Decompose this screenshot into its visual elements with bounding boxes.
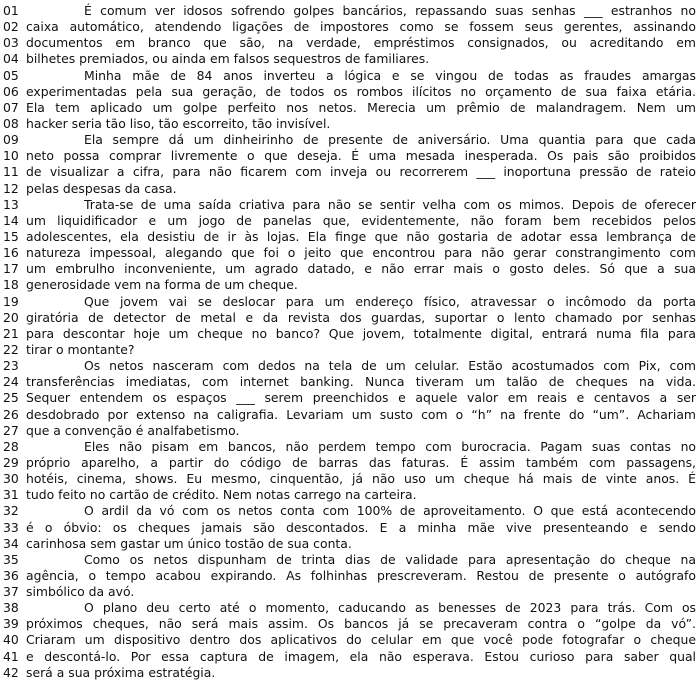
text-line	[3, 358, 696, 374]
text-line	[3, 100, 696, 116]
line-number: 24	[3, 374, 19, 390]
line-number: 19	[3, 293, 19, 309]
line-number: 13	[3, 196, 19, 212]
line-text: O ardil da vó com os netos conta com 100% de aproveitamento. O que está acontecendo	[84, 503, 696, 519]
line-number: 09	[3, 132, 19, 148]
line-text: natureza impessoal, alegando que foi o jeito que encontrou para não gerar constrangimento com	[26, 245, 696, 261]
text-line	[3, 665, 696, 681]
text-line	[3, 197, 696, 213]
text-line	[3, 649, 696, 665]
line-number: 29	[3, 454, 19, 470]
text-line	[3, 503, 696, 519]
line-text: pelas despesas da casa.	[26, 180, 177, 196]
line-text: de visualizar a cifra, para não ficarem com inveja ou recorrerem ___ inoportuna pressão de rateio	[26, 164, 696, 180]
text-line	[3, 229, 696, 245]
text-line	[3, 245, 696, 261]
line-number: 31	[3, 487, 19, 503]
line-text: hotéis, cinema, shows. Eu mesmo, cinquentão, já não uso um cheque há mais de vinte anos. É	[26, 471, 696, 487]
text-line	[3, 116, 696, 132]
text-line	[3, 455, 696, 471]
line-number: 03	[3, 35, 19, 51]
line-text: Trata-se de uma saída criativa para não se sentir velha com os mimos. Depois de oferecer	[84, 196, 696, 212]
line-number: 07	[3, 99, 19, 115]
text-line	[3, 35, 696, 51]
text-line	[3, 616, 696, 632]
text-line	[3, 51, 696, 67]
text-line	[3, 294, 696, 310]
text-line	[3, 552, 696, 568]
text-line	[3, 164, 696, 180]
line-number: 16	[3, 245, 19, 261]
line-text: um liquidificador e um jogo de panelas que, evidentemente, não foram bem recebidos pelos	[26, 212, 696, 228]
line-number: 35	[3, 551, 19, 567]
line-text: próximos cheques, não será mais assim. Os bancos já se precaveram contra o “golpe da vó”.	[26, 616, 696, 632]
line-number: 02	[3, 19, 19, 35]
line-number: 21	[3, 325, 19, 341]
line-text: tirar o montante?	[26, 341, 135, 357]
text-line	[3, 310, 696, 326]
line-number: 14	[3, 212, 19, 228]
line-text: Ela tem aplicado um golpe perfeito nos netos. Merecia um prêmio de malandragem. Nem um	[26, 99, 696, 115]
line-text: Os netos nasceram com dedos na tela de um celular. Estão acostumados com Pix, com	[84, 358, 696, 374]
line-text: desdobrado por extenso na caligrafia. Levariam um susto com o “h” na frente do “um”. Achariam	[26, 406, 696, 422]
line-number: 01	[3, 3, 19, 18]
line-text: Que jovem vai se deslocar para um endereço físico, atravessar o incômodo da porta	[84, 293, 696, 309]
line-text: é o óbvio: os cheques jamais são descontados. E a minha mãe vive presenteando e sendo	[26, 519, 696, 535]
line-text: e descontá-lo. Por essa captura de imagem, ela não esperava. Estou curioso para saber qual	[26, 648, 696, 664]
line-number: 18	[3, 277, 19, 293]
line-text: O plano deu certo até o momento, caducando as benesses de 2023 para trás. Com os	[84, 600, 696, 616]
line-number: 38	[3, 600, 19, 616]
line-number: 20	[3, 309, 19, 325]
line-text: giratória de detector de metal e da revista dos guardas, suportar o lento chamado por senhas	[26, 309, 696, 325]
line-text: É comum ver idosos sofrendo golpes bancários, repassando suas senhas ___ estranhos no	[84, 3, 696, 18]
line-number: 25	[3, 390, 19, 406]
text-line	[3, 423, 696, 439]
line-text: será a sua próxima estratégia.	[26, 664, 216, 680]
line-text: tudo feito no cartão de crédito. Nem notas carrego na carteira.	[26, 487, 417, 503]
line-text: transferências imediatas, com internet banking. Nunca tiveram um talão de cheques na vida.	[26, 374, 696, 390]
line-number: 36	[3, 567, 19, 583]
text-line	[3, 19, 696, 35]
line-text: experimentadas pela sua geração, de todos os rombos ilícitos no orçamento de sua faixa etária.	[26, 83, 696, 99]
line-number: 34	[3, 535, 19, 551]
text-line	[3, 374, 696, 390]
line-number: 15	[3, 228, 19, 244]
text-line	[3, 277, 696, 293]
line-number: 10	[3, 148, 19, 164]
text-line	[3, 536, 696, 552]
text-line	[3, 342, 696, 358]
line-text: adolescentes, ela desistiu de ir às lojas. Ela finge que não gostaria de adotar essa lembrança de	[26, 228, 696, 244]
document-text	[3, 3, 696, 681]
text-line	[3, 326, 696, 342]
text-line	[3, 261, 696, 277]
line-number: 08	[3, 115, 19, 131]
line-number: 27	[3, 422, 19, 438]
text-line	[3, 487, 696, 503]
line-number: 37	[3, 584, 19, 600]
text-line	[3, 632, 696, 648]
line-text: generosidade vem na forma de um cheque.	[26, 277, 298, 293]
text-line	[3, 148, 696, 164]
text-line	[3, 132, 696, 148]
line-number: 06	[3, 83, 19, 99]
text-line	[3, 390, 696, 406]
line-number: 42	[3, 664, 19, 680]
line-number: 30	[3, 471, 19, 487]
line-number: 28	[3, 438, 19, 454]
line-text: próprio aparelho, a partir do código de barras das faturas. É assim também com passagens,	[26, 454, 696, 470]
line-text: bilhetes premiados, ou ainda em falsos sequestros de familiares.	[26, 51, 430, 67]
line-number: 11	[3, 164, 19, 180]
line-number: 04	[3, 51, 19, 67]
line-number: 32	[3, 503, 19, 519]
text-line	[3, 439, 696, 455]
line-number: 39	[3, 616, 19, 632]
line-text: Como os netos dispunham de trinta dias de validade para apresentação do cheque na	[84, 551, 696, 567]
line-text: que a convenção é analfabetismo.	[26, 422, 240, 438]
line-number: 33	[3, 519, 19, 535]
text-line	[3, 68, 696, 84]
line-text: caixa automático, atendendo ligações de impostores como se fossem seus gerentes, assinando	[26, 19, 696, 35]
line-number: 23	[3, 358, 19, 374]
line-text: Sequer entendem os espaços ___ serem preenchidos e aquele valor em reais e centavos a ser	[26, 390, 696, 406]
line-number: 40	[3, 632, 19, 648]
line-text: Criaram um dispositivo dentro dos aplicativos do celular em que você pode fotografar o cheque	[26, 632, 696, 648]
text-line	[3, 3, 696, 19]
text-line	[3, 84, 696, 100]
line-text: para descontar hoje um cheque no banco? Que jovem, totalmente digital, entrará numa fila para	[26, 325, 696, 341]
text-line	[3, 213, 696, 229]
line-text: documentos em branco que são, na verdade, empréstimos consignados, ou acreditando em	[26, 35, 696, 51]
line-text: Eles não pisam em bancos, não perdem tempo com burocracia. Pagam suas contas no	[84, 438, 696, 454]
line-text: Ela sempre dá um dinheirinho de presente de aniversário. Uma quantia para que cada	[84, 132, 696, 148]
text-line	[3, 181, 696, 197]
line-text: carinhosa sem gastar um único tostão de sua conta.	[26, 535, 352, 551]
text-line	[3, 584, 696, 600]
line-number: 12	[3, 180, 19, 196]
line-text: neto possa comprar livremente o que deseja. É uma mesada inesperada. Os pais são proibidos	[26, 148, 696, 164]
line-text: agência, o tempo acabou expirando. As folhinhas prescreveram. Restou de presente o autógrafo	[26, 567, 696, 583]
text-line	[3, 471, 696, 487]
line-text: Minha mãe de 84 anos inverteu a lógica e se vingou de todas as fraudes amargas	[84, 67, 696, 83]
line-number: 22	[3, 341, 19, 357]
text-line	[3, 407, 696, 423]
line-number: 26	[3, 406, 19, 422]
text-line	[3, 600, 696, 616]
line-text: um embrulho inconveniente, um agrado datado, e não errar mais o gosto deles. Só que a sua	[26, 261, 696, 277]
line-text: simbólico da avó.	[26, 584, 135, 600]
line-text: hacker seria tão liso, tão escorreito, tão invisível.	[26, 115, 331, 131]
text-line	[3, 520, 696, 536]
text-line	[3, 568, 696, 584]
line-number: 17	[3, 261, 19, 277]
line-number: 05	[3, 67, 19, 83]
line-number: 41	[3, 648, 19, 664]
